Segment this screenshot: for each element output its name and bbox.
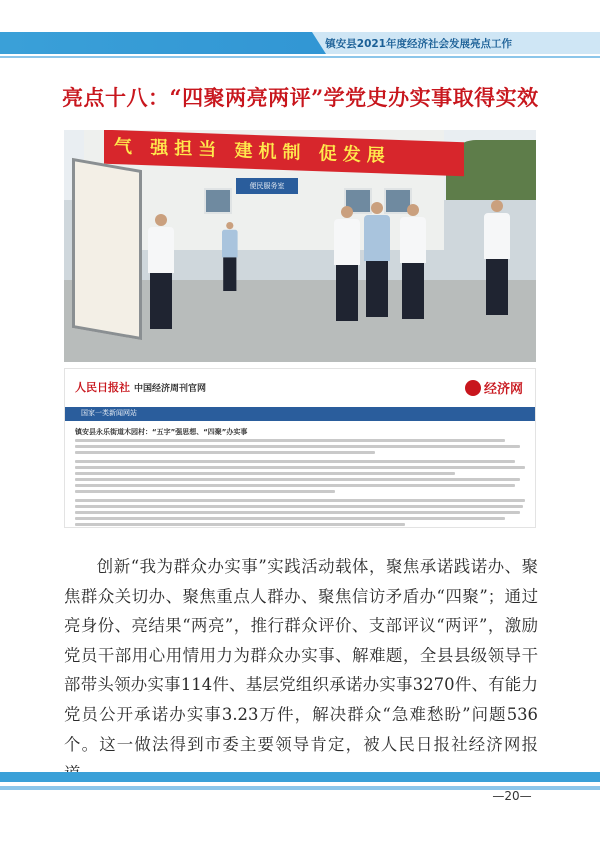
page-number: —20— (492, 789, 532, 803)
photo-sign: 便民服务室 (236, 178, 298, 194)
news-text-line (75, 499, 525, 502)
ceweekly-logo-text: 经济网 (483, 382, 523, 397)
photo-display-board (72, 158, 142, 340)
photo-person (334, 206, 360, 321)
photo-person (364, 202, 390, 317)
page-title: 亮点十八：“四聚两亮两评”学党史办实事取得实效 (62, 85, 539, 110)
news-text-line (75, 472, 455, 475)
news-text-line (75, 478, 520, 481)
news-nav-text: 国家一类新闻网站 (81, 409, 137, 417)
news-text-line (75, 466, 525, 469)
news-text-line (75, 523, 405, 526)
photo-person-cameraman (148, 214, 174, 329)
people-daily-logo-text: 人民日报社 (75, 381, 130, 394)
news-text-line (75, 460, 515, 463)
news-text-line (75, 484, 515, 487)
event-photo (64, 130, 536, 362)
running-title: 镇安县2021年度经济社会发展亮点工作 (325, 38, 512, 50)
photo-person (484, 200, 510, 315)
news-text-line (75, 490, 335, 493)
news-header (65, 369, 535, 407)
photo-banner: 气 强担当 建机制 促发展 (104, 130, 464, 176)
news-screenshot (64, 368, 536, 528)
news-text-line (75, 439, 505, 442)
ceweekly-logo-icon (465, 380, 481, 396)
news-nav-bar (65, 407, 535, 421)
people-daily-logo (75, 379, 206, 395)
people-daily-logo-subtitle: 中国经济周刊官网 (134, 384, 207, 394)
news-text-line (75, 445, 520, 448)
ceweekly-logo (465, 378, 523, 397)
header-divider (0, 56, 600, 58)
news-text-line (75, 517, 505, 520)
photo-window (204, 188, 232, 214)
footer-band (0, 772, 600, 782)
body-paragraph: 创新“我为群众办实事”实践活动载体，聚焦承诺践诺办、聚焦群众关切办、聚焦重点人群办、聚焦信访矛盾办“四聚”；通过亮身份、亮结果“两亮”，推行群众评价、支部评议“两评”，激励党员干部用心用情用力为群众办实事、解难题，全县县级领导干部带头领办实事114件、基层党组织承诺办实事3270件、有能力党员公开承诺办实事3.23万件，解决群众“急难愁盼”问题536个。这一做法得到市委主要领导肯定，被人民日报社经济网报 (64, 557, 538, 754)
photo-person-background (222, 222, 238, 291)
news-text-line (75, 505, 523, 508)
photo-person (400, 204, 426, 319)
news-text-line (75, 511, 520, 514)
header-band (0, 32, 600, 54)
news-text-line (75, 451, 375, 454)
news-headline: 镇安县永乐街道木园村：“五字”强思想、“四聚”办实事 (75, 428, 248, 436)
